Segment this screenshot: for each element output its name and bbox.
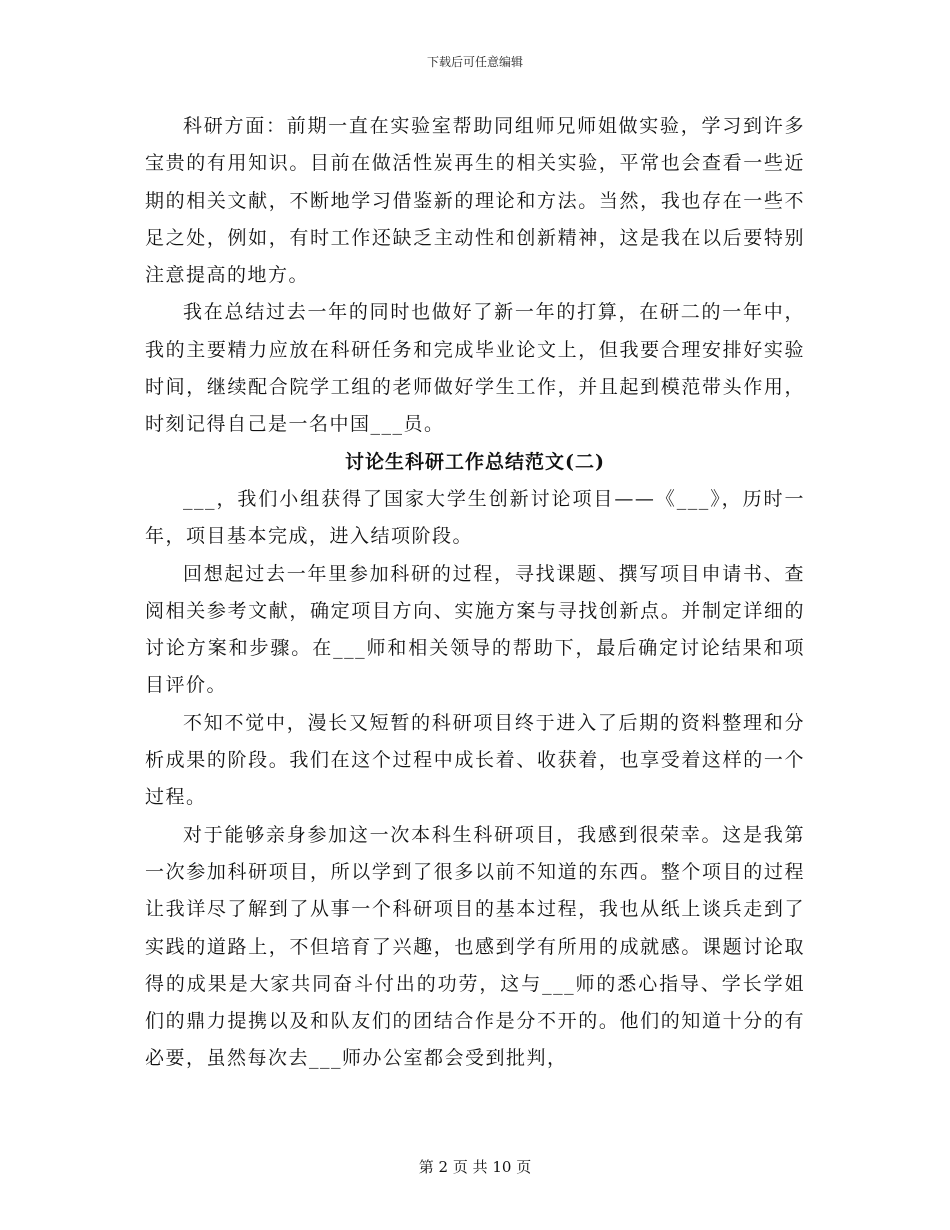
document-body — [145, 108, 805, 1078]
section-title: 讨论生科研工作总结范文(二) — [345, 450, 605, 473]
paragraph-project-intro: ___，我们小组获得了国家大学生创新讨论项目——《___》，历时一年，项目基本完成，进入结项阶段。 — [145, 487, 805, 548]
page-header: 下载后可任意编辑 — [426, 55, 523, 69]
paragraph-reflection: 对于能够亲身参加这一次本科生科研项目，我感到很荣幸。这是我第一次参加科研项目，所以学到了很多以前不知道的东西。整个项目的过程让我详尽了解到了从事一个科研项目的基本过程，我也从纸上谈兵走到了实践的道路上，不但培育了兴趣，也感到学有所用的成就感。课题讨论取得的成果是大家共同奋斗付出的功劳，这与___师的悉心指导、学长学姐们的鼎力提携以及和队友们的团结合作是分不开的。他们的知道十分的有必要，虽然每次去___师办公室都会受到批判， — [145, 823, 805, 1070]
paragraph-late-stage: 不知不觉中，漫长又短暂的科研项目终于进入了后期的资料整理和分析成果的阶段。我们在这个过程中成长着、收获着，也享受着这样的一个过程。 — [145, 711, 805, 809]
paragraph-process: 回想起过去一年里参加科研的过程，寻找课题、撰写项目申请书、查阅相关参考文献，确定项目方向、实施方案与寻找创新点。并制定详细的讨论方案和步骤。在___师和相关领导的帮助下，最后确定讨论结果和项目评价。 — [145, 562, 805, 697]
page-footer: 第 2 页 共 10 页 — [418, 1158, 532, 1176]
paragraph-research: 科研方面：前期一直在实验室帮助同组师兄师姐做实验，学习到许多宝贵的有用知识。目前在做活性炭再生的相关实验，平常也会查看一些近期的相关文献，不断地学习借鉴新的理论和方法。当然，我也存在一些不足之处，例如，有时工作还缺乏主动性和创新精神，这是我在以后要特别注意提高的地方。 — [145, 115, 805, 287]
paragraph-plan: 我在总结过去一年的同时也做好了新一年的打算，在研二的一年中，我的主要精力应放在科研任务和完成毕业论文上，但我要合理安排好实验时间，继续配合院学工组的老师做好学生工作，并且起到模范带头作用，时刻记得自己是一名中国___员。 — [145, 301, 805, 436]
